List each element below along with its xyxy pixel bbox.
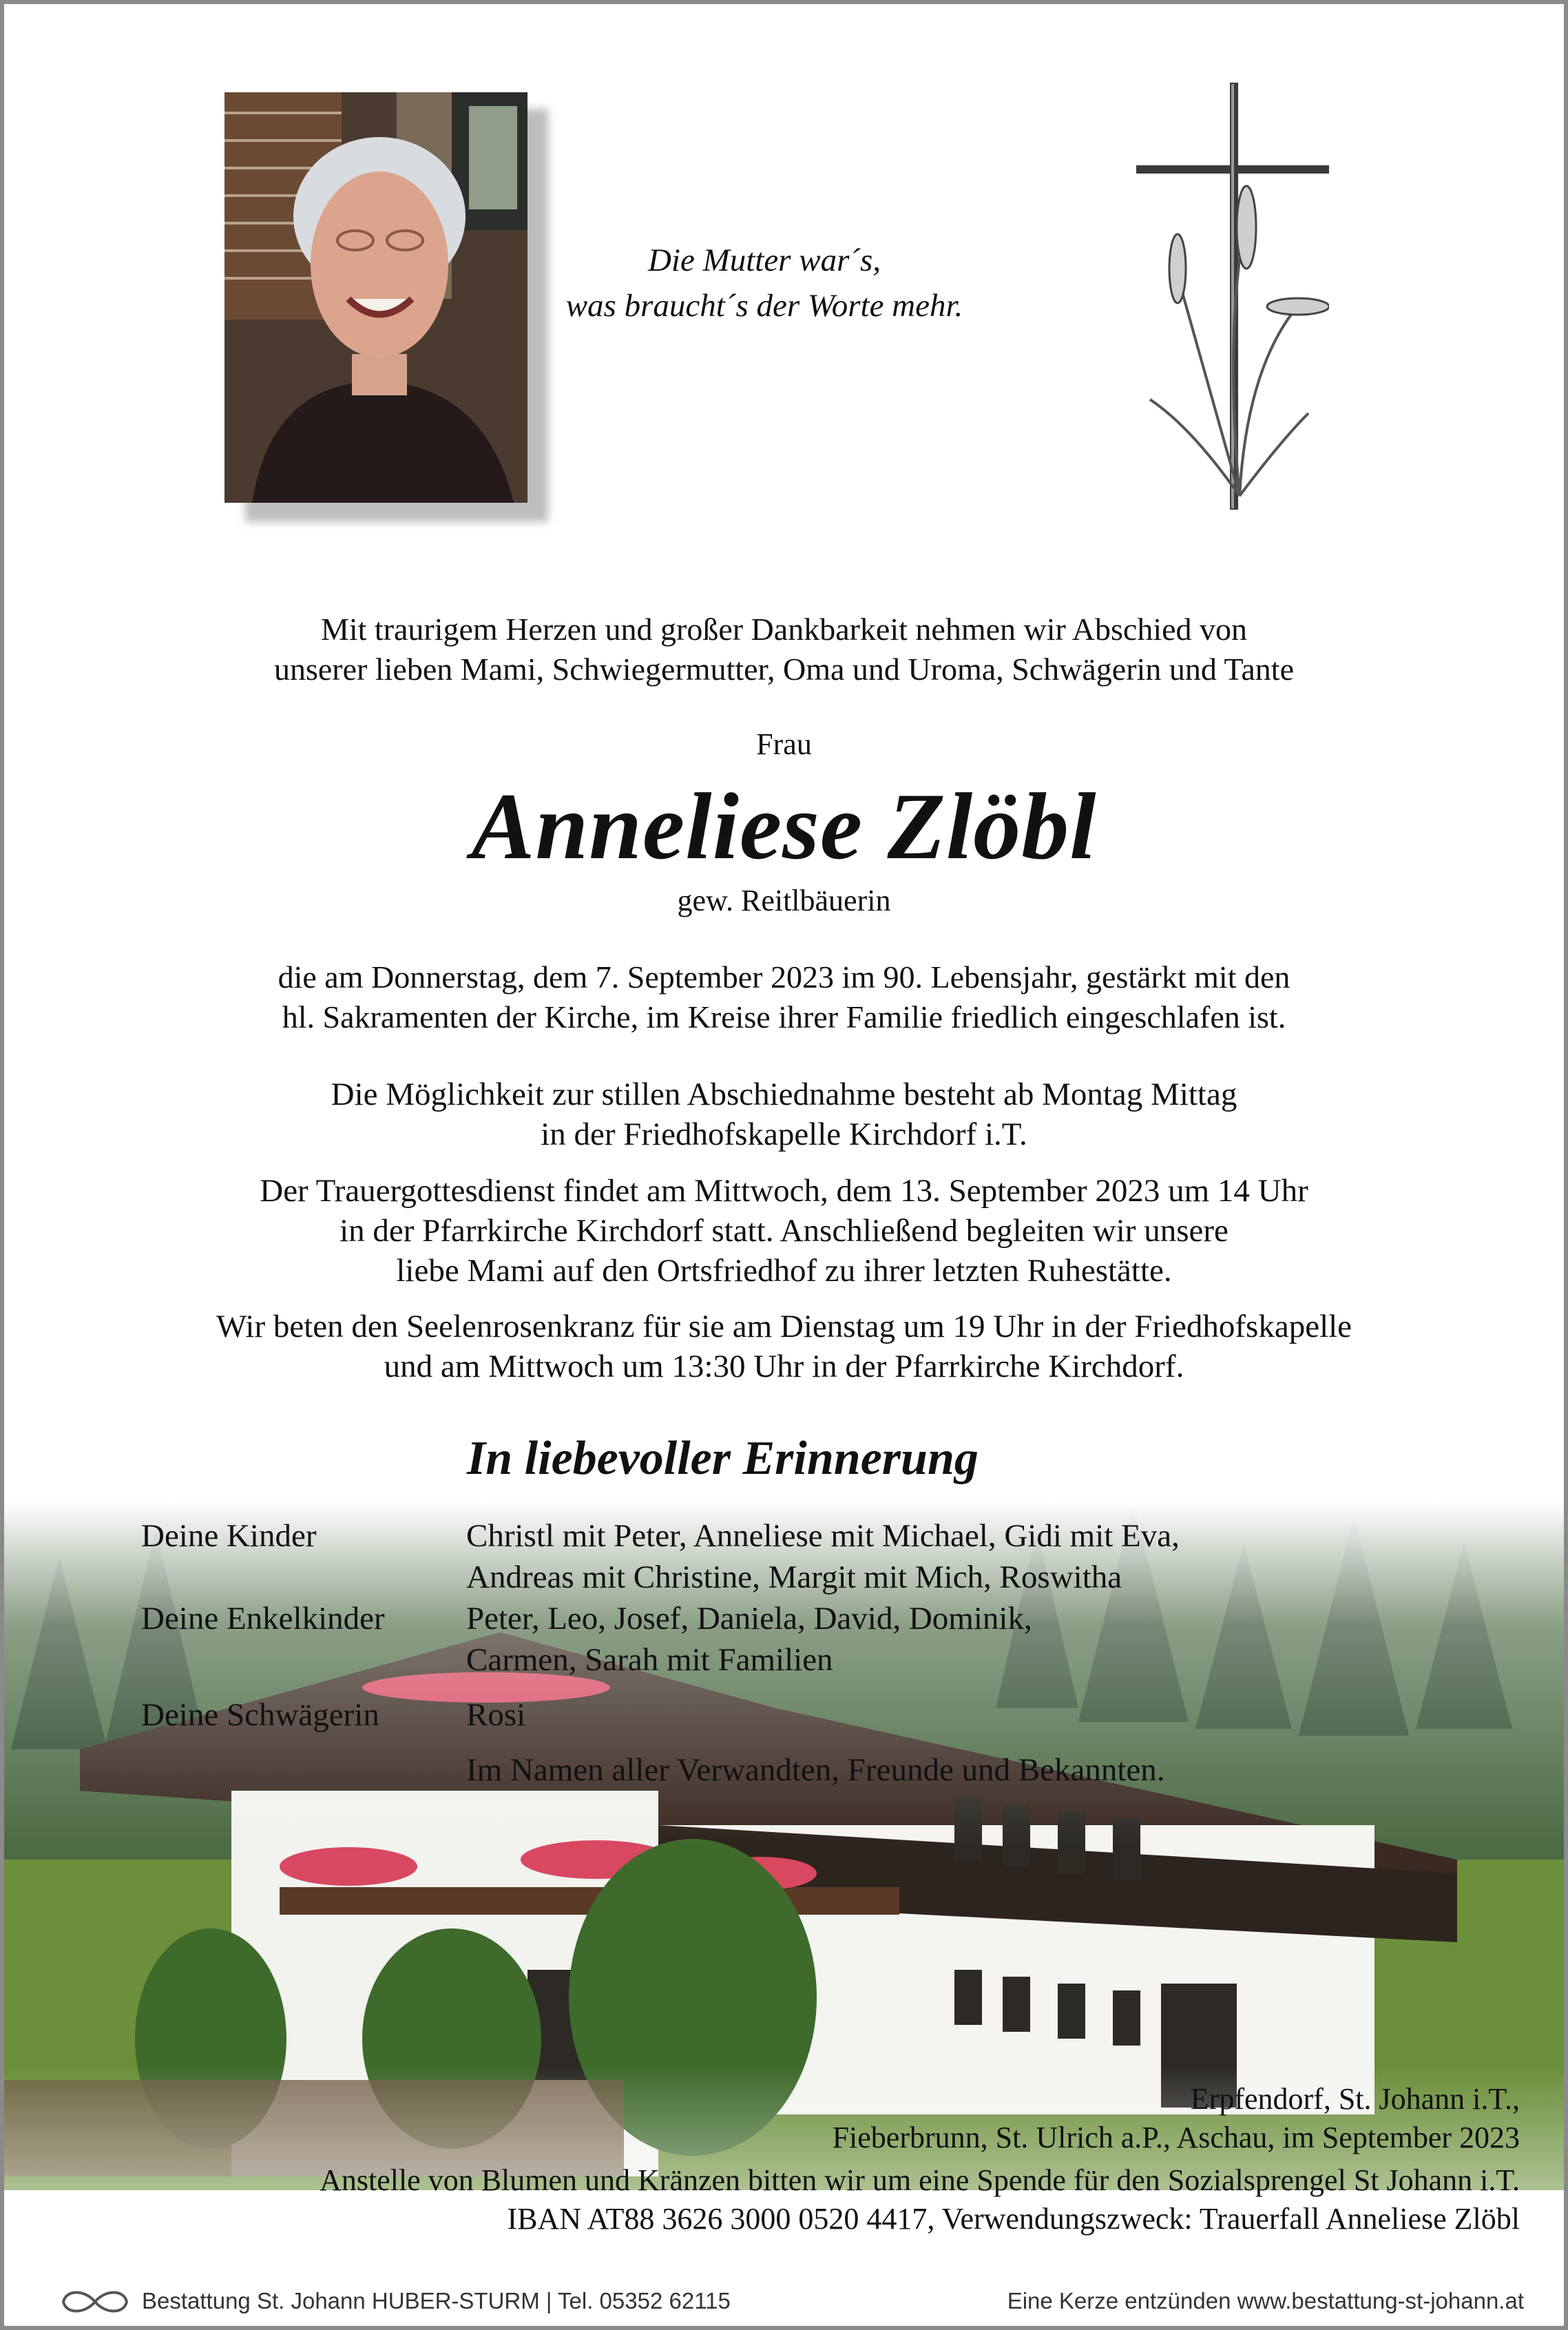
death-line: hl. Sakramenten der Kirche, im Kreise ihrer Familie friedlich eingeschlafen ist. [282,999,1286,1034]
places-line: Fieberbrunn, St. Ulrich a.P., Aschau, im September 2023 [832,2121,1520,2154]
places-line: Erpfendorf, St. Johann i.T., [1190,2082,1520,2116]
service-line: liebe Mami auf den Ortsfriedhof zu ihrer letzten Ruhestätte. [396,1253,1172,1289]
rosary-line: und am Mittwoch um 13:30 Uhr in der Pfarrkirche Kirchdorf. [384,1349,1184,1384]
viewing-notice [0,1074,1568,1154]
intro-line: Mit traurigem Herzen und großer Dankbarkeit nehmen wir Abschied von [320,612,1248,647]
service-notice [0,1171,1568,1291]
service-line: in der Pfarrkirche Kirchdorf statt. Anschließend begleiten wir unsere [339,1213,1229,1249]
death-line: die am Donnerstag, dem 7. September 2023 im 90. Lebensjahr, gestärkt mit den [278,959,1290,995]
footer [4,2266,1564,2326]
motto [523,238,1005,329]
mourner-label: Deine Schwägerin [141,1697,379,1733]
rosary-line: Wir beten den Seelenrosenkranz für sie am Dienstag um 19 Uhr in der Friedhofskapelle [216,1309,1352,1344]
cross-with-wheat-icon [1136,83,1329,523]
service-line: Der Trauergottesdienst findet am Mittwoch, dem 13. September 2023 um 14 Uhr [260,1173,1308,1209]
donation-line: IBAN AT88 3626 3000 0520 4417, Verwendungszweck: Trauerfall Anneliese Zlöbl [507,2202,1520,2236]
occupation: gew. Reitlbäuerin [677,884,891,917]
infinity-logo-icon [54,2287,136,2317]
mourner-names: Rosi [466,1697,526,1733]
mourner-names: Im Namen aller Verwandten, Freunde und Bekannten. [466,1752,1165,1788]
salutation: Frau [756,727,812,761]
mourner-label: Deine Enkelkinder [141,1601,385,1636]
mourner-label: Deine Kinder [141,1518,317,1554]
motto-line: was braucht´s der Worte mehr. [565,288,963,324]
closing-text [320,2080,1520,2238]
portrait-photo [224,92,527,503]
mourner-names: Carmen, Sarah mit Familien [466,1642,833,1678]
motto-line: Die Mutter war´s, [647,242,881,278]
memory-heading: In liebevoller Erinnerung [467,1432,979,1485]
mourner-names: Christl mit Peter, Anneliese mit Michael, Gidi mit Eva, [466,1518,1180,1554]
intro-line: unserer lieben Mami, Schwiegermutter, Oma und Uroma, Schwägerin und Tante [273,652,1294,687]
deceased-name: Anneliese Zlöbl [471,773,1097,879]
mourner-names: Andreas mit Christine, Margit mit Mich, Roswitha [466,1559,1122,1595]
rosary-notice [0,1307,1568,1386]
footer-contact: Bestattung St. Johann HUBER-STURM | Tel. 05352 62115 [142,2288,731,2313]
footer-candle-link[interactable]: Eine Kerze entzünden www.bestattung-st-johann.at [1007,2288,1524,2313]
viewing-line: in der Friedhofskapelle Kirchdorf i.T. [541,1116,1027,1152]
viewing-line: Die Möglichkeit zur stillen Abschiednahme besteht ab Montag Mittag [331,1076,1237,1112]
mourner-names: Peter, Leo, Josef, Daniela, David, Dominik, [466,1601,1032,1636]
death-notice [0,957,1568,1037]
intro-text [0,610,1568,689]
donation-line: Anstelle von Blumen und Kränzen bitten wir um eine Spende für den Sozialsprengel St Johann i.T. [320,2163,1520,2197]
